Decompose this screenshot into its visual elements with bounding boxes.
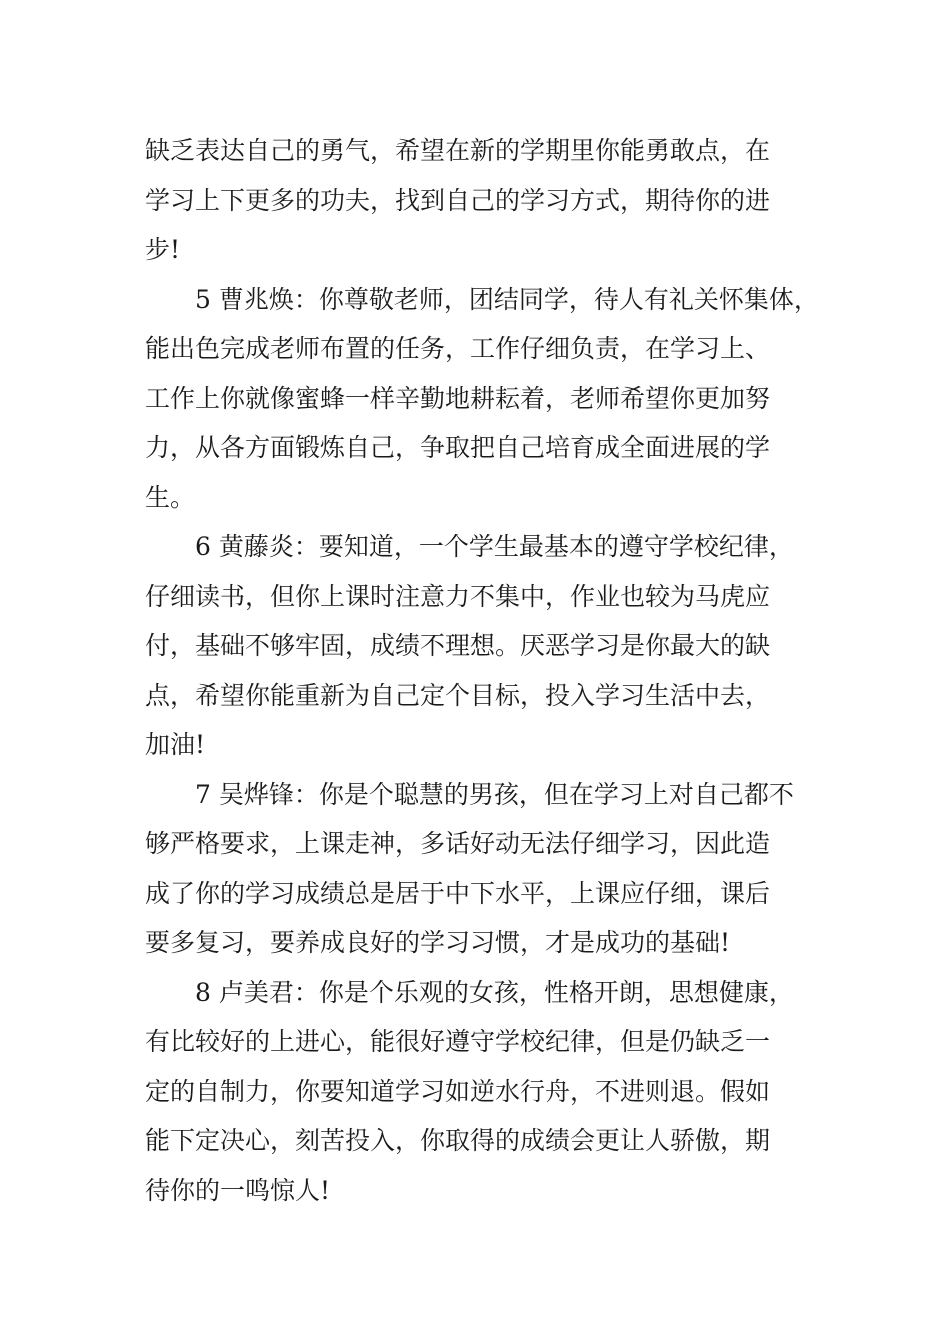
text-line: 成了你的学习成绩总是居于中下水平，上课应仔细，课后 — [145, 878, 771, 908]
text-line: 定的自制力，你要知道学习如逆水行舟，不进则退。假如 — [145, 1076, 771, 1106]
text-line: 够严格要求，上课走神，多话好动无法仔细学习，因此造 — [145, 829, 771, 858]
text-line: 学习上下更多的功夫，找到自己的学习方式，期待你的进 — [145, 185, 771, 215]
text-line: 有比较好的上进心，能很好遵守学校纪律，但是仍缺乏一 — [145, 1027, 771, 1056]
text-line: 步! — [145, 235, 181, 264]
paragraph-start-line: 6 黄藤炎：要知道，一个学生最基本的遵守学校纪律， — [195, 532, 794, 561]
text-line: 能出色完成老师布置的任务，工作仔细负责，在学习上、 — [145, 334, 771, 363]
text-line: 工作上你就像蜜蜂一样辛勤地耕耘着，老师希望你更加努 — [145, 383, 771, 413]
text-line: 加油! — [145, 730, 206, 759]
text-line: 缺乏表达自己的勇气，希望在新的学期里你能勇敢点，在 — [145, 136, 771, 165]
text-line: 点，希望你能重新为自己定个目标，投入学习生活中去， — [145, 680, 771, 710]
text-line: 要多复习，要养成良好的学习习惯，才是成功的基础! — [145, 928, 731, 957]
text-line: 生。 — [145, 482, 196, 512]
text-line: 力，从各方面锻炼自己，争取把自己培育成全面进展的学 — [145, 433, 771, 462]
text-line: 仔细读书，但你上课时注意力不集中，作业也较为马虎应 — [145, 581, 771, 611]
text-line: 能下定决心，刻苦投入，你取得的成绩会更让人骄傲，期 — [145, 1126, 771, 1155]
document-body — [145, 126, 825, 1215]
paragraph-start-line: 7 吴烨锋：你是个聪慧的男孩，但在学习上对自己都不 — [195, 779, 794, 809]
paragraph-start-line: 8 卢美君：你是个乐观的女孩，性格开朗，思想健康， — [195, 977, 794, 1007]
text-line: 付，基础不够牢固，成绩不理想。厌恶学习是你最大的缺 — [145, 631, 771, 660]
text-line: 待你的一鸣惊人! — [145, 1175, 331, 1205]
paragraph-start-line: 5 曹兆焕：你尊敬老师，团结同学，待人有礼关怀集体， — [195, 284, 819, 314]
